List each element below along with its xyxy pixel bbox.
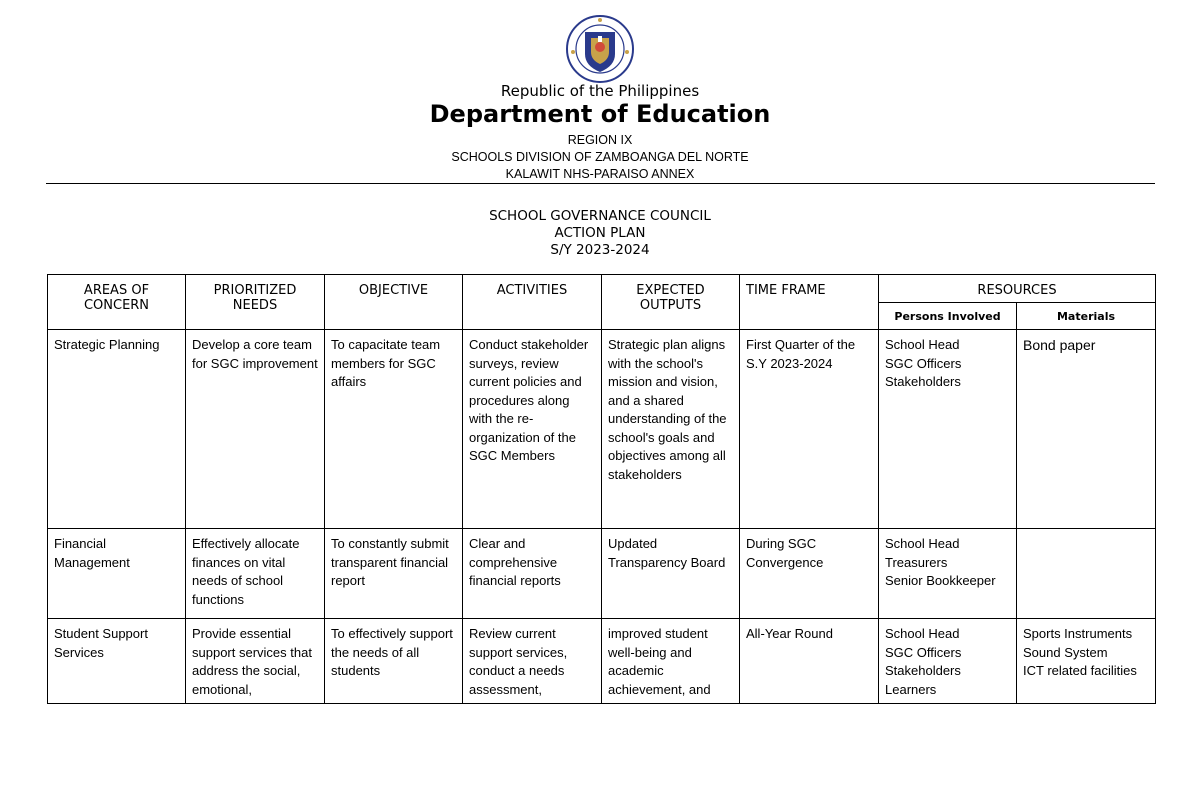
- header-time-frame: TIME FRAME: [740, 275, 879, 330]
- material-item: Sound System: [1023, 644, 1108, 660]
- cell-activities: Review current support services, conduct a needs assessment,: [463, 619, 602, 704]
- person-item: Stakeholders: [885, 374, 961, 389]
- material-item: Sports Instruments: [1023, 626, 1133, 641]
- person-item: Learners: [885, 681, 937, 697]
- deped-seal-icon: [565, 14, 635, 84]
- cell-persons: [879, 330, 1017, 529]
- person-item: Treasurers: [885, 554, 948, 570]
- cell-objective: To constantly submit transparent financial report: [325, 529, 463, 619]
- header-prioritized-needs: PRIORITIZED NEEDS: [186, 275, 325, 330]
- header-persons-involved: Persons Involved: [879, 303, 1017, 330]
- table-row: [48, 330, 1156, 529]
- material-item: ICT related facilities: [1023, 663, 1137, 678]
- cell-needs: Develop a core team for SGC improvement: [186, 330, 325, 529]
- person-item: SGC Officers: [885, 355, 962, 371]
- region-label: REGION IX: [567, 133, 633, 147]
- cell-area: Financial Management: [48, 529, 186, 619]
- person-item: School Head: [885, 626, 960, 641]
- header-activities: ACTIVITIES: [463, 275, 602, 330]
- cell-materials: [1017, 529, 1156, 619]
- cell-objective: To capacitate team members for SGC affairs: [325, 330, 463, 529]
- material-item: Bond paper: [1023, 337, 1096, 353]
- cell-timeframe: First Quarter of the S.Y 2023-2024: [740, 330, 879, 529]
- cell-activities: Conduct stakeholder surveys, review current policies and procedures along with the re-organization of the SGC Members: [463, 330, 602, 529]
- cell-timeframe: During SGC Convergence: [740, 529, 879, 619]
- cell-persons: [879, 619, 1017, 704]
- cell-activities: Clear and comprehensive financial reports: [463, 529, 602, 619]
- person-item: Senior Bookkeeper: [885, 573, 996, 588]
- school-year-label: S/Y 2023-2024: [550, 242, 650, 258]
- plan-subtitle: ACTION PLAN: [554, 225, 646, 241]
- table-row: [48, 619, 1156, 704]
- cell-outputs: Strategic plan aligns with the school's mission and vision, and a shared understanding of the school's goals and objectives among all stakeholders: [602, 330, 740, 529]
- cell-outputs: improved student well-being and academic achievement, and: [602, 619, 740, 704]
- header-objective: OBJECTIVE: [325, 275, 463, 330]
- school-label: KALAWIT NHS-PARAISO ANNEX: [505, 167, 695, 181]
- cell-area: Student Support Services: [48, 619, 186, 704]
- person-item: School Head: [885, 337, 960, 352]
- cell-outputs: Updated Transparency Board: [602, 529, 740, 619]
- person-item: Stakeholders: [885, 663, 961, 678]
- person-item: SGC Officers: [885, 644, 962, 660]
- cell-timeframe: All-Year Round: [740, 619, 879, 704]
- header-materials: Materials: [1017, 303, 1156, 330]
- department-title: Department of Education: [429, 100, 771, 128]
- person-item: School Head: [885, 536, 960, 551]
- cell-materials: [1017, 619, 1156, 704]
- cell-needs: Provide essential support services that address the social, emotional,: [186, 619, 325, 704]
- header-divider: [46, 183, 1155, 184]
- cell-objective: To effectively support the needs of all students: [325, 619, 463, 704]
- cell-materials: [1017, 330, 1156, 529]
- action-plan-table: [47, 274, 1156, 704]
- cell-persons: [879, 529, 1017, 619]
- cell-needs: Effectively allocate finances on vital needs of school functions: [186, 529, 325, 619]
- republic-label: Republic of the Philippines: [500, 82, 700, 100]
- table-row: [48, 529, 1156, 619]
- cell-area: Strategic Planning: [48, 330, 186, 529]
- division-label: SCHOOLS DIVISION OF ZAMBOANGA DEL NORTE: [451, 150, 749, 164]
- header-areas-of-concern: AREAS OF CONCERN: [48, 275, 186, 330]
- header-expected-outputs: EXPECTED OUTPUTS: [602, 275, 740, 330]
- header-resources: RESOURCES: [879, 275, 1156, 303]
- plan-title: SCHOOL GOVERNANCE COUNCIL: [489, 208, 711, 224]
